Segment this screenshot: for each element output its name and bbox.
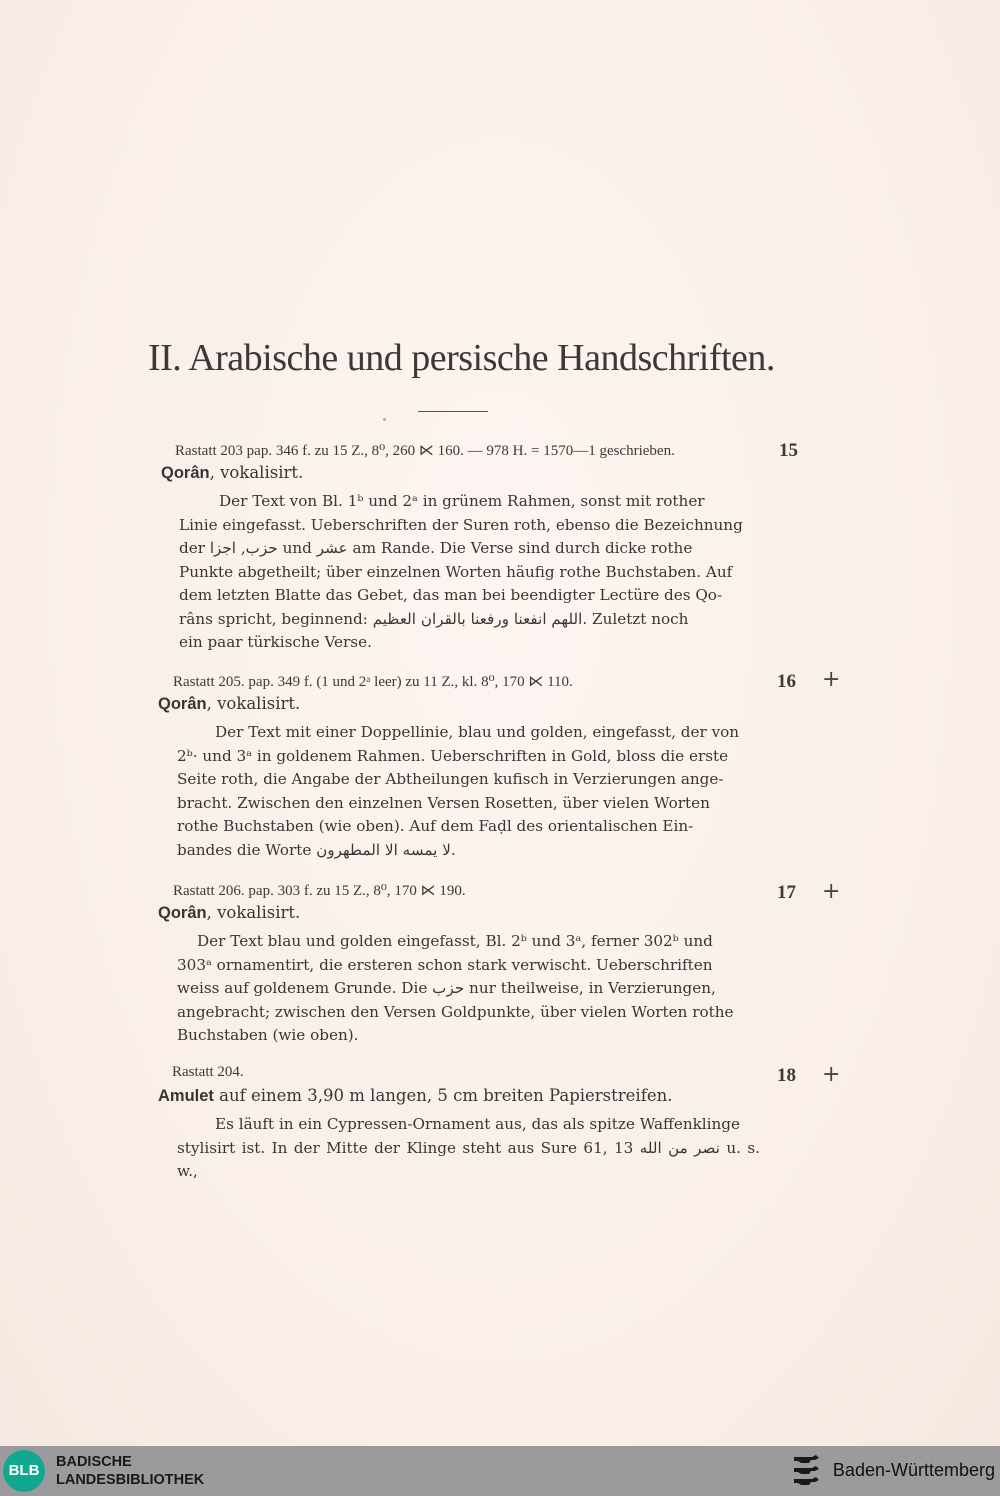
description-line: Buchstaben (wie oben).: [177, 1026, 359, 1044]
shelfmark-line: Rastatt 205. pap. 349 f. (1 und 2ᵃ leer) zu 11 Z., kl. 8⁰, 170 ⋉ 110.: [173, 674, 573, 690]
catalog-entry-16: [158, 672, 858, 862]
description-line: Punkte abgetheilt; über einzelnen Worten häufig rothe Buchstaben. Auf: [179, 562, 733, 581]
title-rule: [418, 411, 488, 412]
entry-description: [179, 490, 761, 655]
entry-description: [177, 930, 760, 1048]
description-line: 303ᵃ ornamentirt, die ersteren schon stark verwischt. Ueberschriften: [177, 955, 713, 974]
library-name-line1: BADISCHE: [56, 1454, 132, 1470]
entry-title: Qorân: [158, 904, 207, 922]
catalog-entry-17: [158, 881, 858, 1048]
entry-heading: [158, 903, 858, 929]
description-line: ein paar türkische Verse.: [179, 633, 372, 651]
shelfmark-line: Rastatt 206. pap. 303 f. zu 15 Z., 8⁰, 170 ⋉ 190.: [173, 883, 466, 899]
description-line: angebracht; zwischen den Versen Goldpunkte, über vielen Worten rothe: [177, 1002, 734, 1021]
state-name[interactable]: Baden-Württemberg: [832, 1460, 995, 1480]
coat-of-arms-lions-icon: [790, 1453, 824, 1489]
description-line: dem letzten Blatte das Gebet, das man bei beendigter Lectüre des Qo-: [179, 586, 723, 604]
description-line: Linie eingefasst. Ueberschriften der Suren roth, ebenso die Bezeichnung: [179, 515, 743, 534]
description-line: Der Text von Bl. 1ᵇ und 2ᵃ in grünem Rahmen, sonst mit rother: [219, 492, 705, 510]
entry-heading: [158, 1086, 858, 1112]
entry-number: 16: [777, 671, 796, 692]
entry-title: Qorân: [158, 695, 207, 713]
entry-subtitle: , vokalisirt.: [209, 463, 304, 482]
description-line: râns spricht, beginnend: اللهم انفعنا ورفعنا بالقران العظيم. Zuletzt noch: [179, 609, 689, 628]
description-line: bandes die Worte لا يمسه الا المطهرون.: [177, 840, 456, 859]
description-line: stylisirt ist. In der Mitte der Klinge steht aus Sure 61, 13 نصر من الله u. s. w.,: [177, 1138, 760, 1180]
description-line: bracht. Zwischen den einzelnen Versen Rosetten, über vielen Worten: [177, 793, 710, 812]
description-line: Seite roth, die Angabe der Abtheilungen kufisch in Verzierungen ange-: [177, 770, 724, 788]
paper-speck: [383, 418, 386, 421]
catalog-entry-15: [161, 441, 861, 655]
entry-number: 15: [779, 440, 798, 461]
entry-heading: [161, 463, 861, 489]
plus-mark: +: [822, 879, 841, 904]
description-line: Der Text mit einer Doppellinie, blau und golden, eingefasst, der von: [215, 723, 740, 741]
blb-logo-icon[interactable]: BLB: [3, 1450, 45, 1492]
entry-subtitle: , vokalisirt.: [206, 903, 301, 922]
page-title: II. Arabische und persische Handschriften.: [148, 337, 775, 379]
entry-number: 18: [777, 1065, 796, 1086]
description-line: der حزب, اجزا und عشر am Rande. Die Verse sind durch dicke rothe: [179, 539, 693, 557]
description-line: weiss auf goldenem Grunde. Die حزب nur theilweise, in Verzierungen,: [177, 979, 716, 997]
shelfmark-line: Rastatt 204.: [172, 1064, 244, 1080]
entry-subtitle: , vokalisirt.: [206, 694, 301, 713]
description-line: 2ᵇ· und 3ᵃ in goldenem Rahmen. Ueberschriften in Gold, bloss die erste: [177, 746, 729, 765]
library-name[interactable]: [56, 1453, 204, 1489]
description-line: Es läuft in ein Cypressen-Ornament aus, das als spitze Waffenklinge: [215, 1115, 741, 1133]
entry-description: [177, 721, 760, 862]
plus-mark: +: [822, 1062, 841, 1087]
entry-heading: [158, 694, 858, 720]
library-name-line2: LANDESBIBLIOTHEK: [56, 1472, 205, 1488]
viewer-footer-bar: [0, 1446, 1000, 1496]
entry-title: Qorân: [161, 464, 210, 482]
entry-description: [177, 1113, 760, 1184]
shelfmark-line: Rastatt 203 pap. 346 f. zu 15 Z., 8⁰, 260 ⋉ 160. — 978 H. = 1570—1 geschrieben.: [175, 443, 675, 459]
entry-subtitle: auf einem 3,90 m langen, 5 cm breiten Papierstreifen.: [213, 1086, 673, 1105]
description-line: Der Text blau und golden eingefasst, Bl. 2ᵇ und 3ᵃ, ferner 302ᵇ und: [197, 932, 713, 950]
entry-title: Amulet: [158, 1087, 214, 1105]
description-line: rothe Buchstaben (wie oben). Auf dem Faḍl des orientalischen Ein-: [177, 817, 694, 835]
catalog-entry-18: [158, 1064, 858, 1184]
entry-number: 17: [777, 882, 796, 903]
plus-mark: +: [822, 667, 841, 692]
